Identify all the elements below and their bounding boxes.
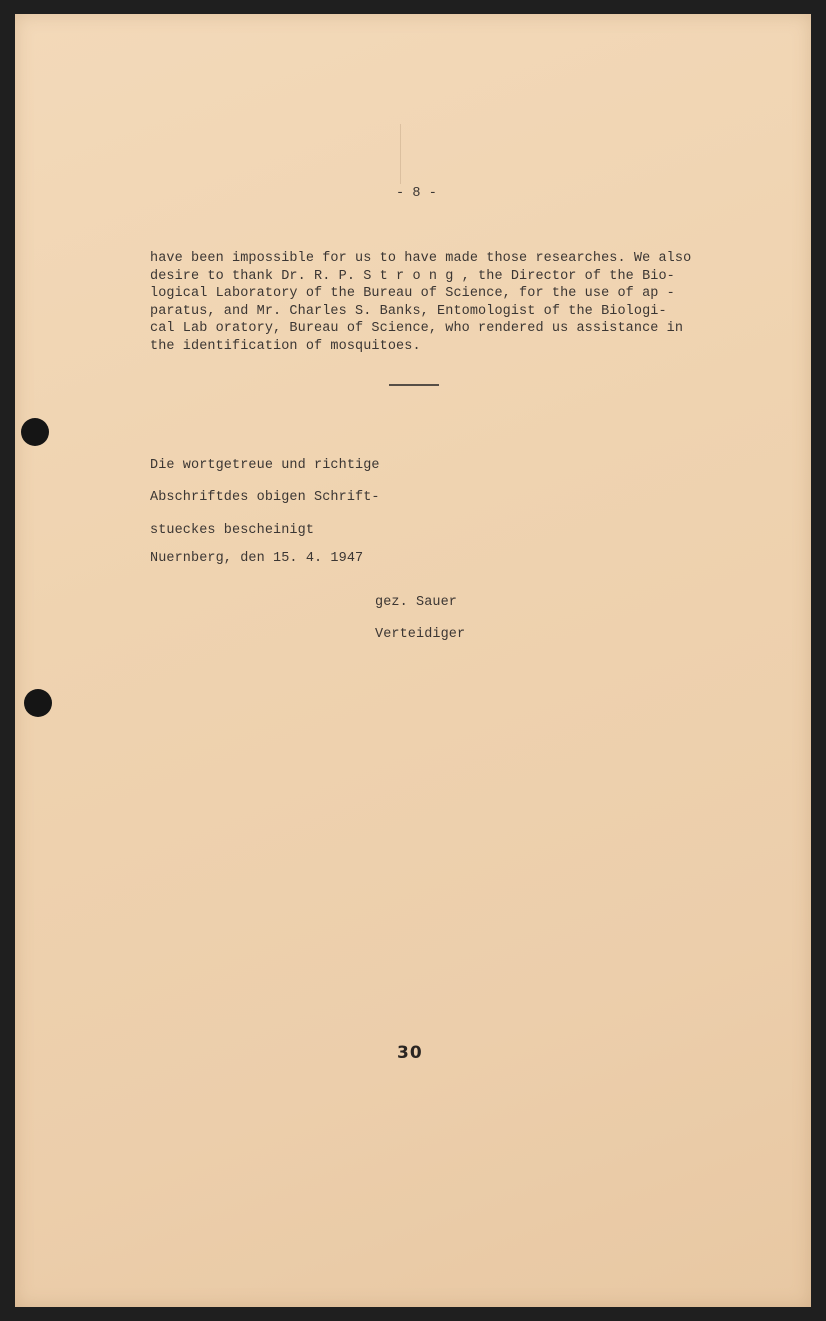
body-paragraph: [150, 250, 691, 355]
certification-line: Die wortgetreue und richtige: [150, 458, 380, 473]
handwritten-page-stamp: 30: [397, 1043, 423, 1063]
body-line: paratus, and Mr. Charles S. Banks, Entomologist of the Biologi-: [150, 303, 667, 319]
punch-hole: [24, 689, 52, 717]
body-line: desire to thank Dr. R. P. S t r o n g , the Director of the Bio-: [150, 268, 675, 284]
body-line: have been impossible for us to have made those researches. We also: [150, 251, 692, 266]
document-page: [15, 14, 811, 1307]
signature-name: gez. Sauer: [375, 595, 458, 610]
body-line: the identification of mosquitoes.: [150, 338, 421, 354]
body-line: logical Laboratory of the Bureau of Science, for the use of ap -: [150, 286, 675, 301]
page-number: - 8 -: [396, 186, 438, 201]
body-line: cal Lab oratory, Bureau of Science, who rendered us assistance in: [150, 321, 684, 336]
certification-line: stueckes bescheinigt: [150, 523, 315, 538]
certification-line: Abschriftdes obigen Schrift-: [150, 490, 380, 505]
paper-crease: [400, 124, 401, 184]
certification-date: Nuernberg, den 15. 4. 1947: [150, 551, 364, 566]
punch-hole: [21, 418, 49, 446]
signature-title: Verteidiger: [375, 627, 466, 642]
section-divider: [389, 384, 439, 386]
